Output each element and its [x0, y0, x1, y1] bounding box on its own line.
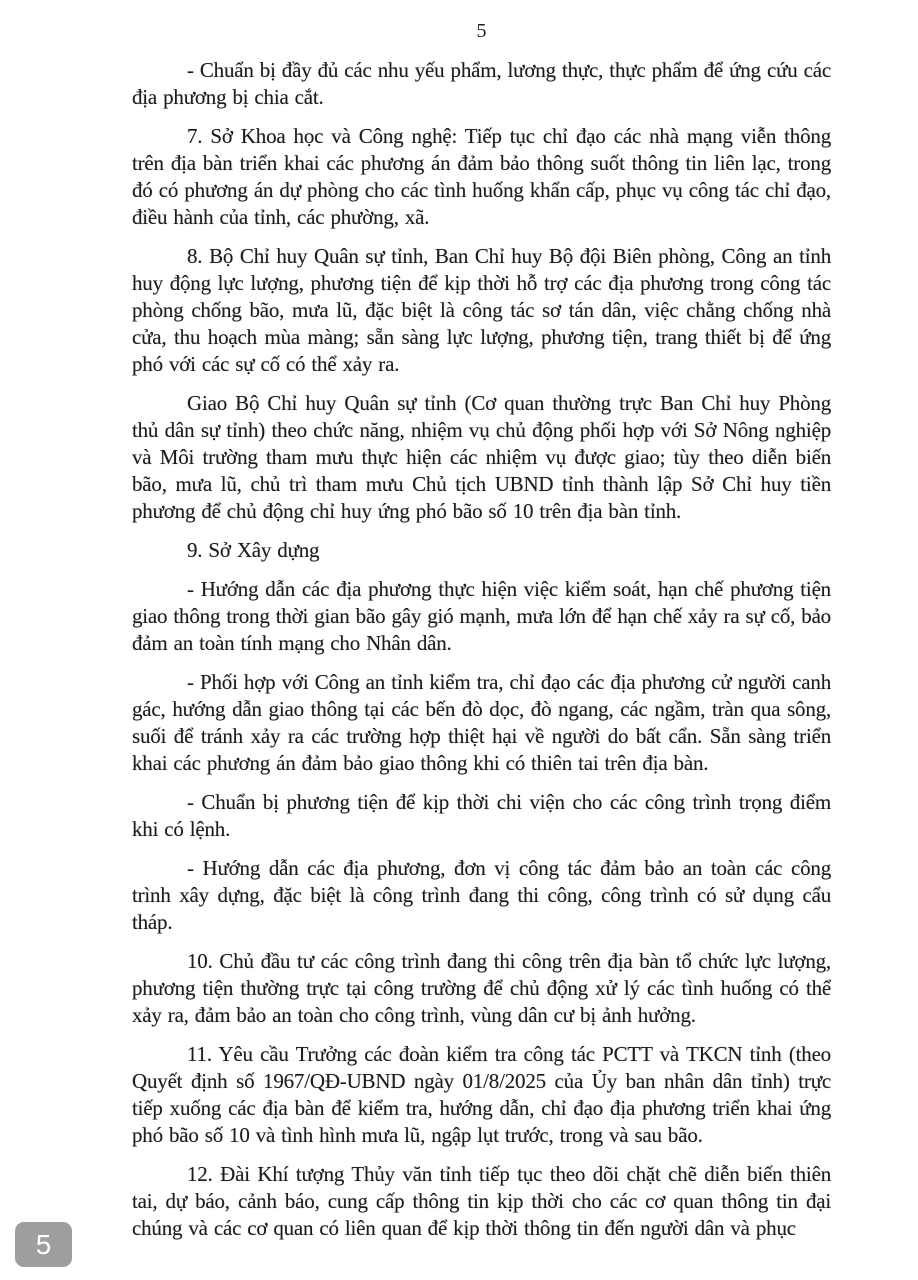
page-indicator-label: 5	[35, 1228, 52, 1260]
paragraph-traffic-restriction: - Hướng dẫn các địa phương thực hiện việc kiểm soát, hạn chế phương tiện giao thông trong thời gian bão gây gió mạnh, mưa lớn để hạn chế xảy ra sự cố, bảo đảm an toàn tính mạng cho Nhân dân.	[132, 577, 831, 655]
page-number-header: 5	[476, 20, 487, 42]
paragraph-7-dept-science-technology: 7. Sở Khoa học và Công nghệ: Tiếp tục chỉ đạo các nhà mạng viễn thông trên địa bàn triển khai các phương án đảm bảo thông suốt thông tin liên lạc, trong đó có phương án dự phòng cho các tình huống khẩn cấp, phục vụ công tác chỉ đạo, điều hành của tỉnh, các phường, xã.	[132, 124, 831, 229]
paragraph-12-hydromet-station: 12. Đài Khí tượng Thủy văn tỉnh tiếp tục theo dõi chặt chẽ diễn biến thiên tai, dự báo, cảnh báo, cung cấp thông tin kịp thời cho các cơ quan thông tin đại chúng và các cơ quan có liên quan để kịp thời thông tin đến người dân và phục	[132, 1162, 831, 1240]
page-indicator-badge	[15, 1222, 72, 1267]
paragraph-vehicle-reinforcement: - Chuẩn bị phương tiện để kịp thời chi viện cho các công trình trọng điểm khi có lệnh.	[132, 790, 831, 841]
paragraph-8-military-command: 8. Bộ Chỉ huy Quân sự tỉnh, Ban Chỉ huy Bộ đội Biên phòng, Công an tỉnh huy động lực lượng, phương tiện để kịp thời hỗ trợ các địa phương trong công tác phòng chống bão, mưa lũ, đặc biệt là công tác sơ tán dân, việc chằng chống nhà cửa, thu hoạch mùa màng; sẵn sàng lực lượng, phương tiện, trang thiết bị để ứng phó với các sự cố có thể xảy ra.	[132, 244, 831, 376]
document-body	[132, 57, 831, 1254]
heading-9-dept-construction: 9. Sở Xây dựng	[187, 538, 320, 562]
paragraph-relief-supplies: - Chuẩn bị đầy đủ các nhu yếu phẩm, lương thực, thực phẩm để ứng cứu các địa phương bị chia cắt.	[132, 58, 831, 109]
paragraph-10-project-investors: 10. Chủ đầu tư các công trình đang thi công trên địa bàn tổ chức lực lượng, phương tiện thường trực tại công trường để chủ động xử lý các tình huống có thể xảy ra, đảm bảo an toàn cho công trình, vùng dân cư bị ảnh hưởng.	[132, 949, 831, 1027]
paragraph-construction-site-safety: - Hướng dẫn các địa phương, đơn vị công tác đảm bảo an toàn các công trình xây dựng, đặc biệt là công trình đang thi công, công trình có sử dụng cẩu tháp.	[132, 856, 831, 934]
paragraph-police-coordination: - Phối hợp với Công an tỉnh kiểm tra, chỉ đạo các địa phương cử người canh gác, hướng dẫn giao thông tại các bến đò dọc, đò ngang, các ngầm, tràn qua sông, suối để tránh xảy ra các trường hợp thiệt hại về người do bất cẩn. Sẵn sàng triển khai các phương án đảm bảo giao thông khi có thiên tai trên địa bàn.	[132, 670, 831, 775]
paragraph-military-command-assignment: Giao Bộ Chỉ huy Quân sự tỉnh (Cơ quan thường trực Ban Chỉ huy Phòng thủ dân sự tỉnh) theo chức năng, nhiệm vụ chủ động phối hợp với Sở Nông nghiệp và Môi trường tham mưu thực hiện các nhiệm vụ được giao; tùy theo diễn biến bão, mưa lũ, chủ trì tham mưu Chủ tịch UBND tỉnh thành lập Sở Chỉ huy tiền phương để chủ động chỉ huy ứng phó bão số 10 trên địa bàn tỉnh.	[132, 391, 831, 523]
paragraph-11-inspection-teams: 11. Yêu cầu Trưởng các đoàn kiểm tra công tác PCTT và TKCN tỉnh (theo Quyết định số 1967/QĐ-UBND ngày 01/8/2025 của Ủy ban nhân dân tỉnh) trực tiếp xuống các địa bàn để kiểm tra, hướng dẫn, chỉ đạo địa phương triển khai ứng phó bão số 10 và tình hình mưa lũ, ngập lụt trước, trong và sau bão.	[132, 1042, 831, 1147]
